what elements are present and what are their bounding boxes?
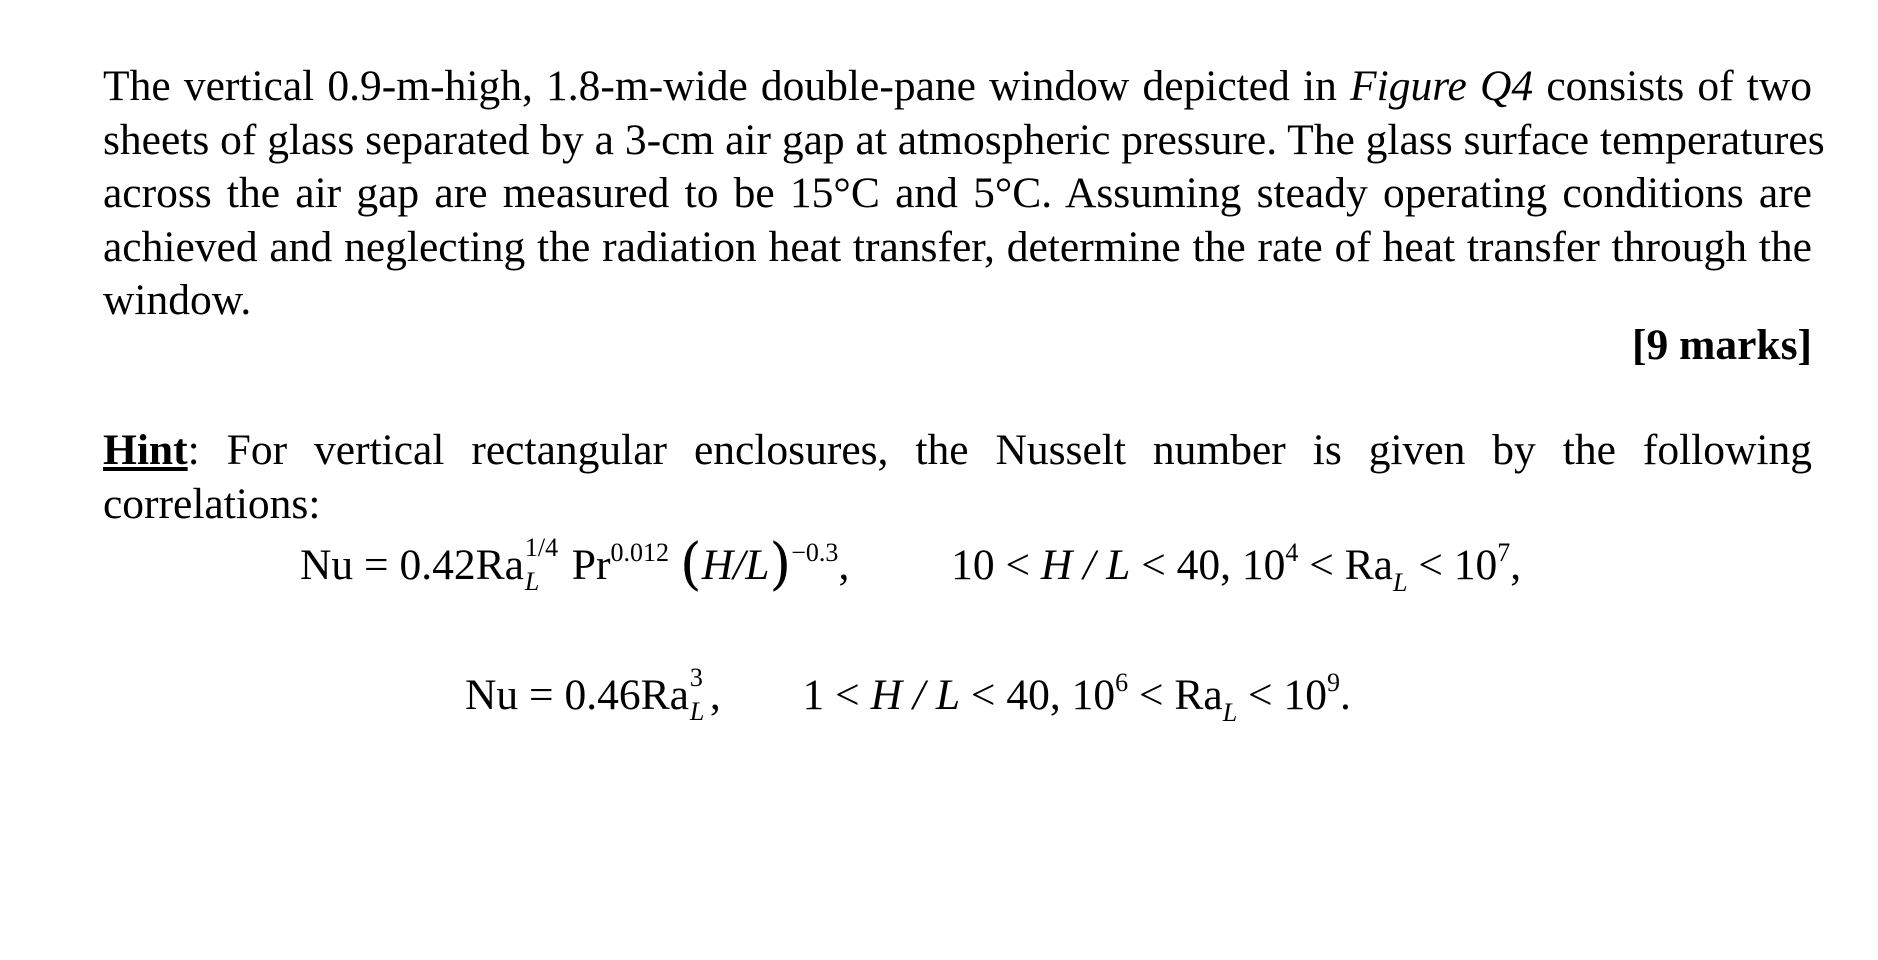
problem-statement	[103, 60, 1825, 328]
problem-line-5: window.	[103, 276, 252, 324]
hint-line-2: correlations:	[103, 479, 321, 528]
hint-line-1: Hint: For vertical rectangular enclosures, the Nusselt number is given by the following	[103, 426, 1812, 474]
equation-1: Nu = 0.42Ra 1/4 L $Pr^{0.012}$ $(H/L)^{-0.3}$, 10 < H / L < 40, $10^4 < Ra_L < 10^7$,	[300, 532, 1522, 597]
figure-reference: Figure Q4	[1350, 62, 1534, 110]
hint-paragraph	[103, 424, 1812, 531]
equation-2: Nu = 0.46Ra 3 L , 1 < H / L < 40, $10^6 < Ra_L < 10^9$.	[465, 663, 1351, 727]
problem-line-4: achieved and neglecting the radiation heat transfer, determine the rate of heat transfer through the	[103, 222, 1812, 271]
hint-label: Hint	[103, 426, 188, 474]
marks-label: [9 marks]	[1631, 321, 1812, 369]
problem-line-3: across the air gap are measured to be 15°C and 5°C. Assuming steady operating conditions are	[103, 169, 1812, 217]
problem-line-2: sheets of glass separated by a 3-cm air gap at atmospheric pressure. The glass surface temperatures	[103, 115, 1825, 164]
problem-line-1: The vertical 0.9-m-high, 1.8-m-wide double-pane window depicted in Figure Q4 consists of two	[103, 62, 1813, 110]
